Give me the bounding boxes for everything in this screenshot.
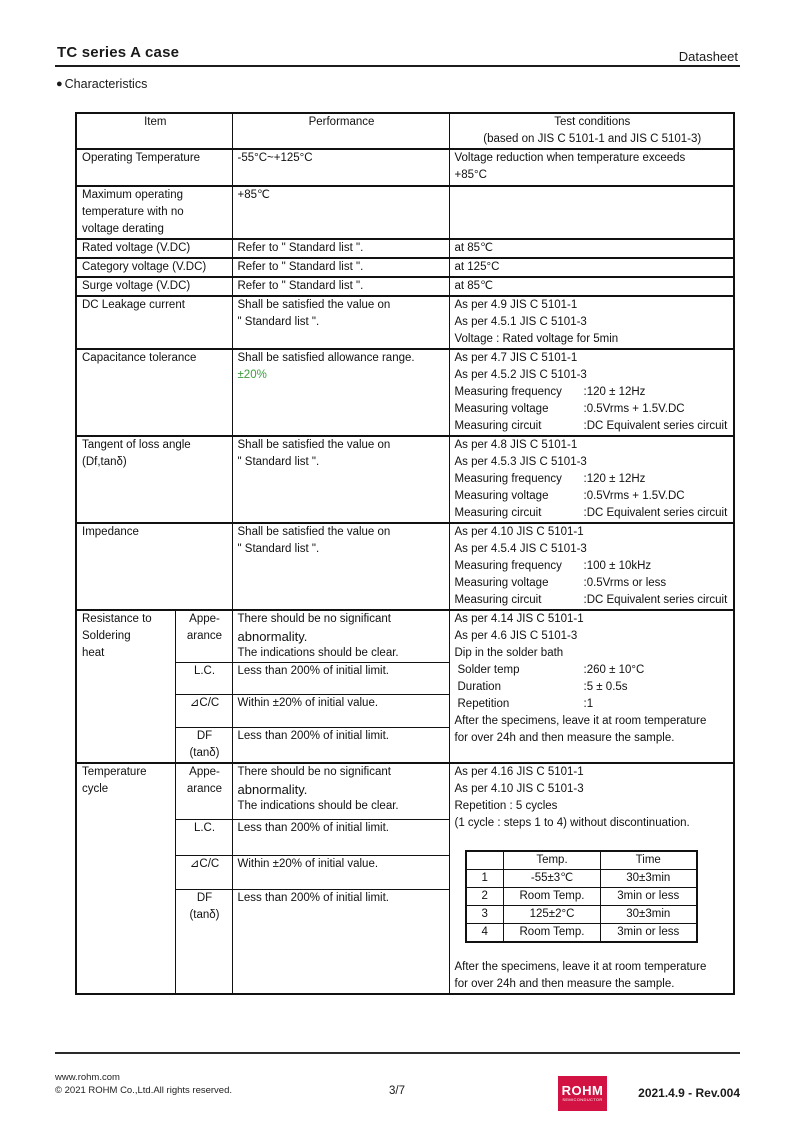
test-cell: at 85℃	[449, 239, 734, 258]
test-kv-row	[455, 662, 731, 679]
revision-label: 2021.4.9 - Rev.004	[638, 1086, 740, 1100]
subitem-line: DF	[196, 891, 213, 904]
test-line: As per 4.9 JIS C 5101-1	[454, 299, 578, 311]
table-header-row	[76, 113, 734, 149]
kv-value: :100 ± 10kHz	[583, 560, 652, 572]
test-kv-row	[455, 384, 731, 401]
subitem-line: Appe-	[189, 766, 220, 778]
test-conditions-line2: (based on JIS C 5101-1 and JIS C 5101-3)	[483, 133, 702, 145]
performance-cell: Less than 200% of initial limit.	[232, 663, 449, 695]
characteristics-table-wrap	[75, 112, 735, 995]
col-header-item: Item	[76, 113, 232, 149]
row-impedance	[76, 523, 734, 610]
rohm-logo	[558, 1076, 607, 1111]
test-line: After the specimens, leave it at room temperature	[454, 961, 707, 973]
subitem-cell-appearance	[175, 610, 232, 663]
test-line: Repetition : 5 cycles	[454, 800, 558, 812]
test-cell: at 125°C	[449, 258, 734, 277]
performance-cell: Less than 200% of initial limit.	[232, 889, 449, 994]
tolerance-value: ±20%	[237, 369, 267, 381]
item-cell: DC Leakage current	[76, 296, 232, 349]
test-line: for over 24h and then measure the sample.	[454, 978, 675, 990]
cycle-header-temp: Temp.	[504, 851, 601, 870]
test-kv-row	[455, 679, 731, 696]
test-line: As per 4.14 JIS C 5101-1	[454, 613, 584, 625]
subitem-cell-lc: L.C.	[175, 663, 232, 695]
test-kv-row	[455, 505, 731, 522]
kv-label: Solder temp	[457, 664, 520, 676]
item-cell: Operating Temperature	[76, 149, 232, 186]
test-cell	[449, 186, 734, 239]
test-line: As per 4.10 JIS C 5101-1	[454, 526, 584, 538]
test-line: As per 4.5.3 JIS C 5101-3	[454, 456, 587, 468]
row-capacitance-tolerance	[76, 349, 734, 436]
subitem-line: arance	[186, 630, 223, 642]
item-line: Soldering	[82, 630, 131, 642]
item-cell: Capacitance tolerance	[76, 349, 232, 436]
kv-value: :0.5Vrms + 1.5V.DC	[583, 403, 685, 415]
item-cell: Category voltage (V.DC)	[76, 258, 232, 277]
test-kv-row	[455, 418, 731, 435]
test-cell	[449, 610, 734, 763]
subitem-cell-df	[175, 728, 232, 764]
test-kv-row	[455, 471, 731, 488]
test-cell	[449, 763, 734, 994]
item-line: Tangent of loss angle	[82, 439, 191, 451]
performance-line: abnormality.	[237, 629, 308, 644]
test-line: As per 4.8 JIS C 5101-1	[454, 439, 578, 451]
performance-cell	[232, 349, 449, 436]
row-operating-temperature	[76, 149, 734, 186]
item-cell: Impedance	[76, 523, 232, 610]
step-time: 30±3min	[601, 906, 697, 924]
kv-value: :5 ± 0.5s	[583, 681, 628, 693]
item-line: (Df,tanδ)	[82, 456, 127, 468]
performance-line: There should be no significant	[237, 766, 391, 778]
test-cell	[449, 349, 734, 436]
test-kv-row	[455, 592, 731, 609]
test-line: As per 4.6 JIS C 5101-3	[454, 630, 578, 642]
row-resistance-to-soldering-heat	[76, 610, 734, 663]
footer-website: www.rohm.com	[55, 1072, 120, 1083]
performance-cell	[232, 610, 449, 663]
performance-cell: Refer to " Standard list ".	[232, 258, 449, 277]
step-num: 4	[466, 924, 504, 943]
performance-cell: Less than 200% of initial limit.	[232, 728, 449, 764]
step-num: 3	[466, 906, 504, 924]
kv-value: :0.5Vrms + 1.5V.DC	[583, 490, 685, 502]
performance-line: Shall be satisfied the value on	[237, 299, 391, 311]
step-num: 1	[466, 870, 504, 888]
performance-cell: Refer to " Standard list ".	[232, 277, 449, 296]
performance-cell: +85℃	[232, 186, 449, 239]
step-temp: -55±3℃	[504, 870, 601, 888]
row-rated-voltage	[76, 239, 734, 258]
performance-cell: Less than 200% of initial limit.	[232, 819, 449, 855]
performance-line: Shall be satisfied allowance range.	[237, 352, 415, 364]
test-kv-row	[455, 558, 731, 575]
doc-type-label: Datasheet	[678, 49, 738, 64]
test-cell	[449, 296, 734, 349]
test-line: As per 4.5.1 JIS C 5101-3	[454, 316, 587, 328]
performance-line: " Standard list ".	[237, 316, 320, 328]
row-max-operating-temperature	[76, 186, 734, 239]
item-line: Maximum operating	[82, 189, 183, 201]
cycle-steps-table	[465, 850, 698, 943]
test-line: As per 4.10 JIS C 5101-3	[454, 783, 584, 795]
performance-cell	[232, 763, 449, 819]
cycle-table-header-row	[466, 851, 697, 870]
kv-value: :120 ± 12Hz	[583, 386, 646, 398]
subitem-line: DF	[196, 730, 213, 742]
item-cell	[76, 436, 232, 523]
test-cell	[449, 436, 734, 523]
footer-rule	[55, 1052, 740, 1054]
row-temperature-cycle	[76, 763, 734, 819]
kv-label: Measuring voltage	[454, 403, 549, 415]
item-line: Temperature	[82, 766, 147, 778]
test-line: As per 4.5.2 JIS C 5101-3	[454, 369, 587, 381]
page-number: 3/7	[389, 1085, 405, 1097]
item-line: Resistance to	[82, 613, 152, 625]
item-cell: Surge voltage (V.DC)	[76, 277, 232, 296]
step-num: 2	[466, 888, 504, 906]
subitem-cell-dcc: ⊿C/C	[175, 855, 232, 889]
test-kv-row	[455, 401, 731, 418]
test-line: (1 cycle : steps 1 to 4) without discontinuation.	[454, 817, 690, 829]
step-temp: Room Temp.	[504, 888, 601, 906]
test-line: +85°C	[454, 169, 487, 181]
kv-label: Measuring circuit	[454, 420, 542, 432]
item-cell	[76, 610, 175, 763]
item-line: cycle	[82, 783, 109, 795]
page-title: TC series A case	[57, 44, 180, 61]
performance-cell: Within ±20% of initial value.	[232, 855, 449, 889]
step-time: 3min or less	[601, 888, 697, 906]
characteristics-table	[75, 112, 735, 995]
item-line: temperature with no	[82, 206, 184, 218]
test-cell	[449, 149, 734, 186]
item-line: heat	[82, 647, 105, 659]
cycle-step-row	[466, 924, 697, 943]
performance-line: The indications should be clear.	[237, 647, 399, 659]
item-cell	[76, 186, 232, 239]
kv-value: :DC Equivalent series circuit	[583, 594, 728, 606]
kv-label: Measuring frequency	[454, 386, 562, 398]
subitem-line: (tanδ)	[189, 908, 220, 921]
row-dc-leakage-current	[76, 296, 734, 349]
step-temp: Room Temp.	[504, 924, 601, 943]
test-line: As per 4.5.4 JIS C 5101-3	[454, 543, 587, 555]
subitem-cell-appearance	[175, 763, 232, 819]
test-line: for over 24h and then measure the sample.	[454, 732, 675, 744]
kv-value: :120 ± 12Hz	[583, 473, 646, 485]
kv-label: Measuring frequency	[454, 473, 562, 485]
performance-cell: Refer to " Standard list ".	[232, 239, 449, 258]
kv-label: Measuring frequency	[454, 560, 562, 572]
kv-label: Measuring voltage	[454, 577, 549, 589]
cycle-step-row	[466, 906, 697, 924]
cycle-header-time: Time	[601, 851, 697, 870]
performance-cell	[232, 436, 449, 523]
performance-line: abnormality.	[237, 782, 308, 797]
performance-cell	[232, 523, 449, 610]
test-line: After the specimens, leave it at room temperature	[454, 715, 707, 727]
item-line: voltage derating	[82, 223, 164, 235]
row-surge-voltage	[76, 277, 734, 296]
test-kv-row	[455, 696, 731, 713]
performance-line: Shall be satisfied the value on	[237, 526, 391, 538]
step-time: 30±3min	[601, 870, 697, 888]
after-note	[455, 959, 731, 993]
test-cell	[449, 523, 734, 610]
col-header-test-conditions	[449, 113, 734, 149]
rohm-logo-text: ROHM	[561, 1083, 604, 1098]
subitem-line: arance	[186, 783, 223, 795]
performance-line: There should be no significant	[237, 613, 391, 625]
subitem-cell-dcc: ⊿C/C	[175, 695, 232, 728]
kv-value: :0.5Vrms or less	[583, 577, 667, 589]
performance-line: The indications should be clear.	[237, 800, 399, 812]
header-rule	[55, 65, 740, 67]
kv-value: :1	[583, 698, 594, 710]
test-line: Voltage : Rated voltage for 5min	[454, 333, 619, 345]
row-tangent-of-loss-angle	[76, 436, 734, 523]
kv-label: Measuring circuit	[454, 507, 542, 519]
performance-cell	[232, 296, 449, 349]
performance-line: " Standard list ".	[237, 543, 320, 555]
kv-value: :DC Equivalent series circuit	[583, 420, 728, 432]
performance-line: Shall be satisfied the value on	[237, 439, 391, 451]
kv-label: Repetition	[457, 698, 510, 710]
cycle-step-row	[466, 888, 697, 906]
subitem-line: Appe-	[189, 613, 220, 625]
cycle-header-num	[466, 851, 504, 870]
performance-line: " Standard list ".	[237, 456, 320, 468]
kv-value: :DC Equivalent series circuit	[583, 507, 728, 519]
section-title: Characteristics	[64, 77, 148, 91]
kv-label: Measuring voltage	[454, 490, 549, 502]
footer-copyright: © 2021 ROHM Co.,Ltd.All rights reserved.	[55, 1085, 233, 1096]
test-conditions-line1: Test conditions	[554, 116, 631, 128]
test-kv-row	[455, 488, 731, 505]
test-line: As per 4.16 JIS C 5101-1	[454, 766, 584, 778]
performance-cell: Within ±20% of initial value.	[232, 695, 449, 728]
section-heading	[56, 77, 147, 91]
item-cell: Rated voltage (V.DC)	[76, 239, 232, 258]
kv-label: Duration	[457, 681, 501, 693]
subitem-line: (tanδ)	[189, 747, 220, 759]
test-line: As per 4.7 JIS C 5101-1	[454, 352, 578, 364]
subitem-cell-lc: L.C.	[175, 819, 232, 855]
test-line: Dip in the solder bath	[454, 647, 564, 659]
kv-label: Measuring circuit	[454, 594, 542, 606]
test-cell: at 85℃	[449, 277, 734, 296]
test-line: Voltage reduction when temperature exceeds	[454, 152, 686, 164]
test-kv-row	[455, 575, 731, 592]
step-time: 3min or less	[601, 924, 697, 943]
col-header-performance: Performance	[232, 113, 449, 149]
rohm-logo-subtext: SEMICONDUCTOR	[562, 1097, 603, 1102]
row-category-voltage	[76, 258, 734, 277]
subitem-cell-df	[175, 889, 232, 994]
cycle-step-row	[466, 870, 697, 888]
step-temp: 125±2°C	[504, 906, 601, 924]
bullet-icon: ●	[56, 78, 63, 90]
performance-cell: -55°C~+125°C	[232, 149, 449, 186]
item-cell	[76, 763, 175, 994]
kv-value: :260 ± 10°C	[583, 664, 645, 676]
